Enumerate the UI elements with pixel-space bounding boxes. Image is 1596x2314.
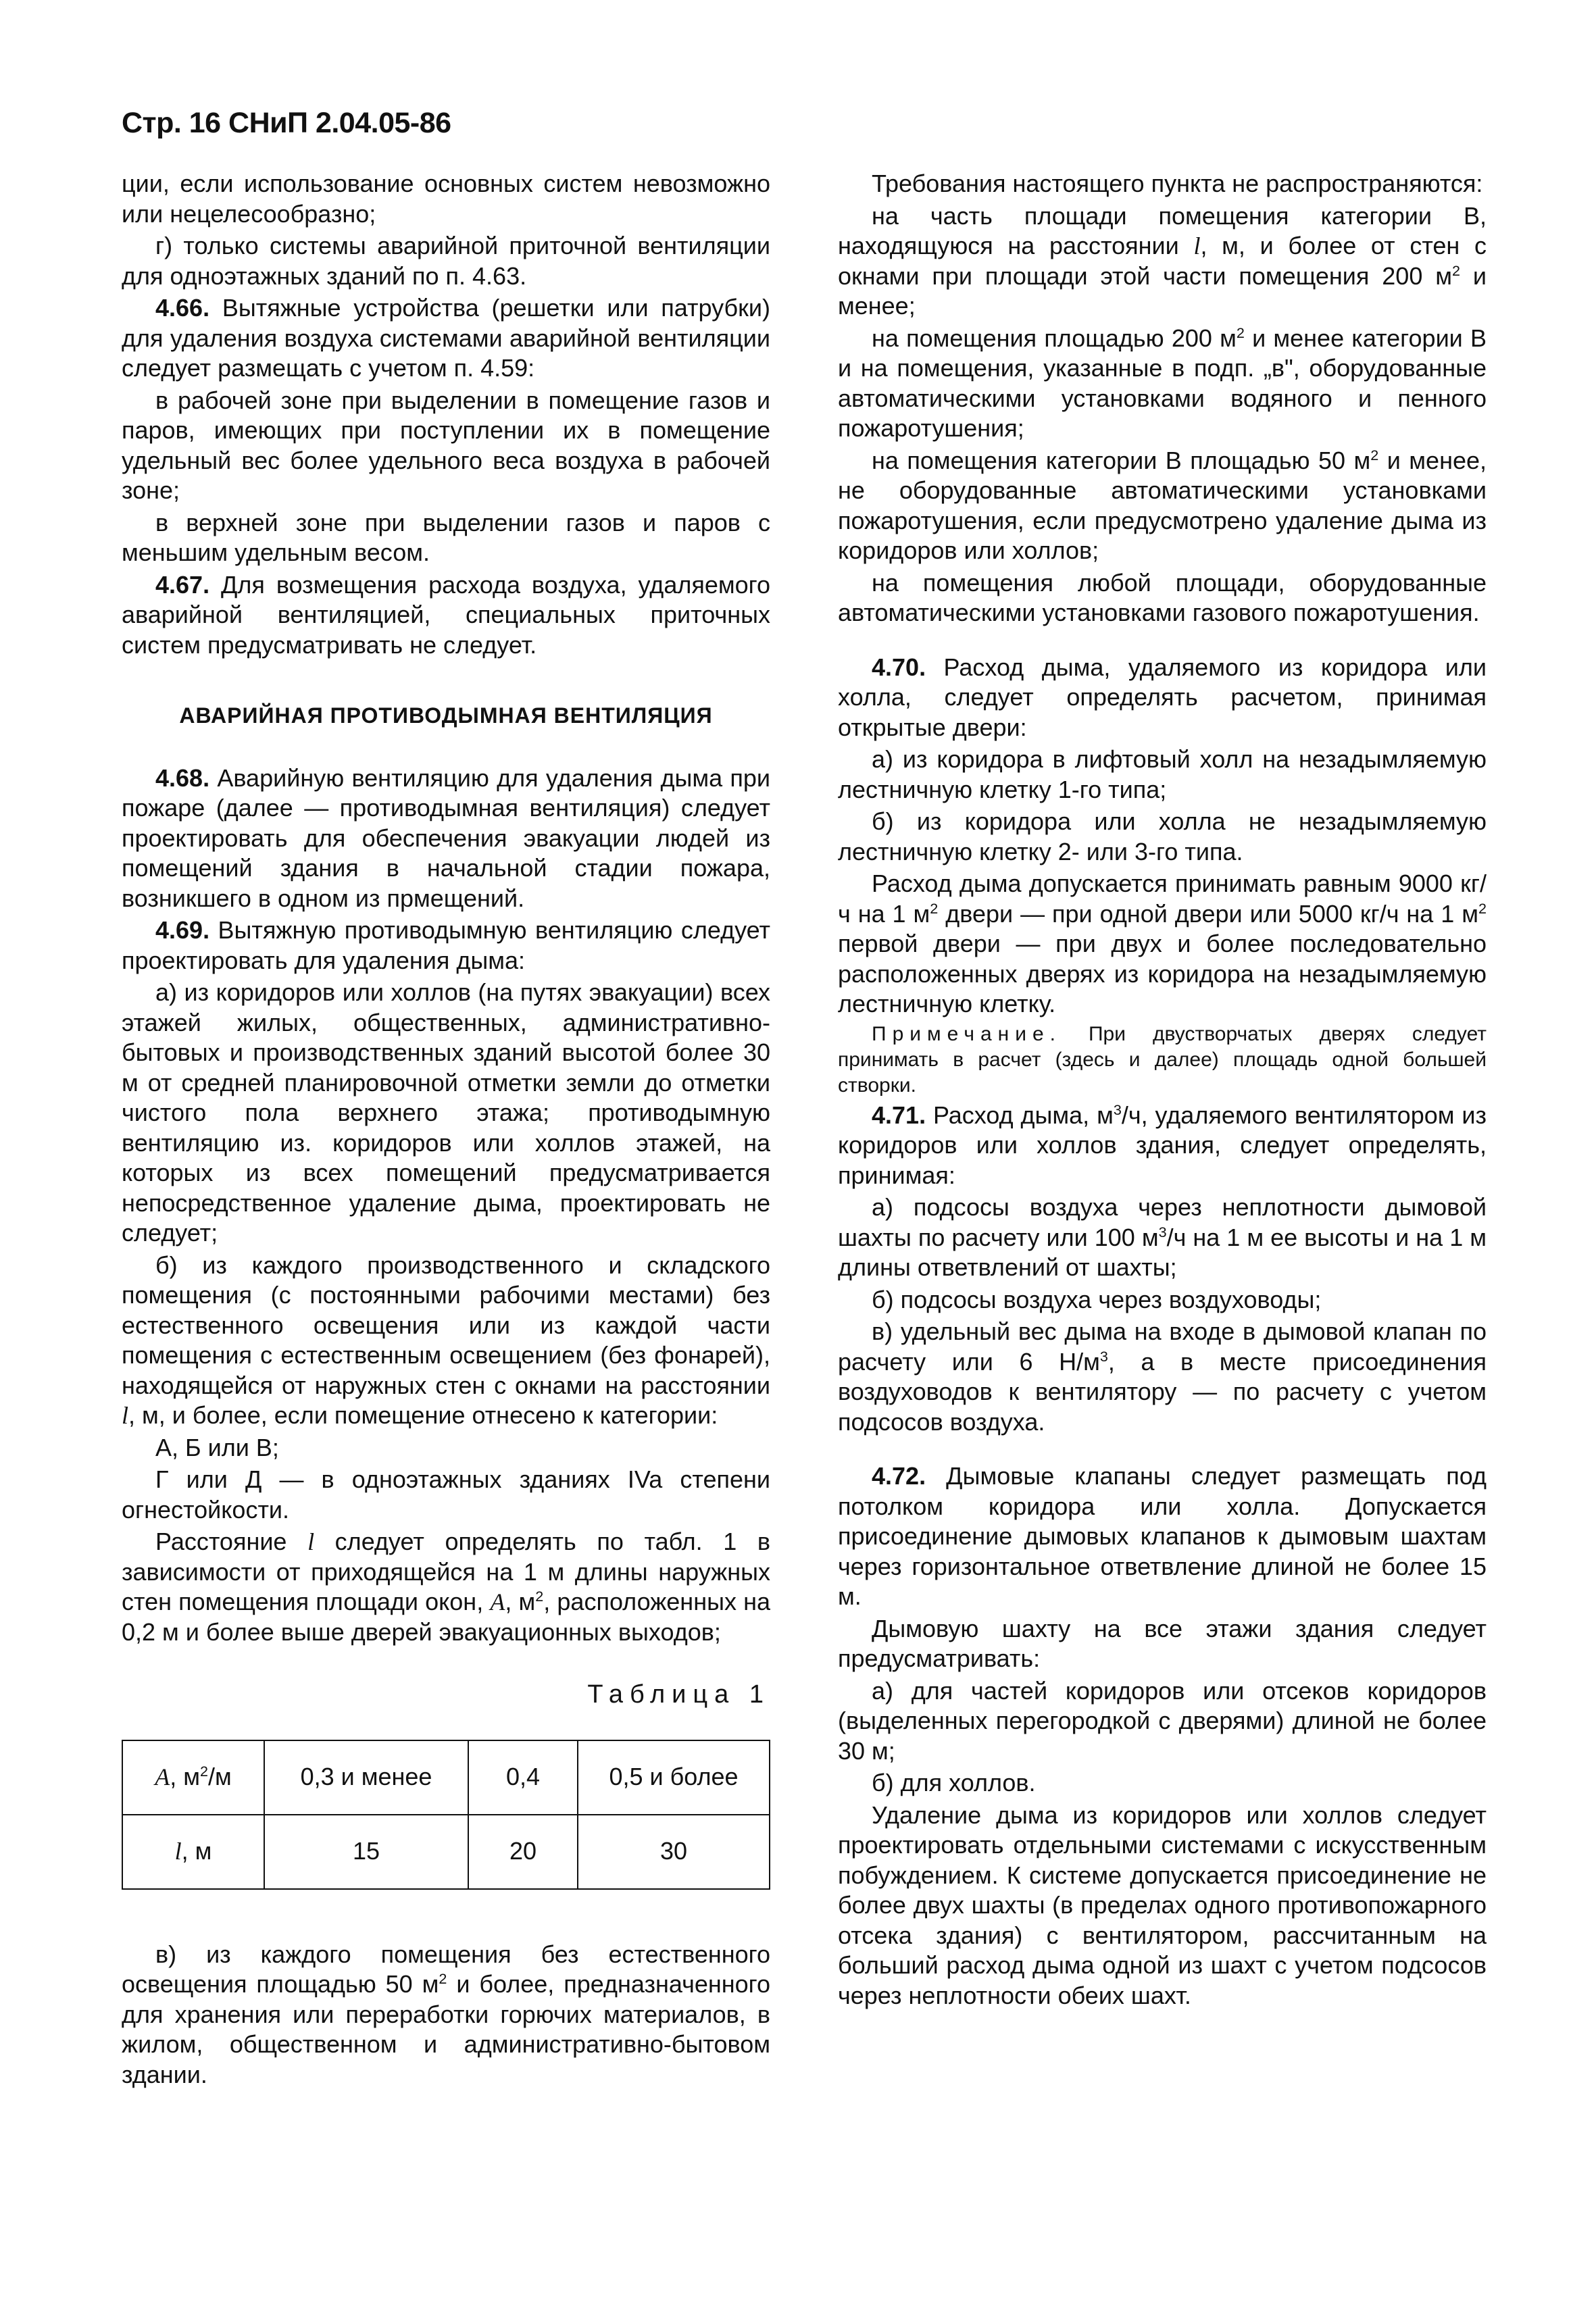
clause-4-69 — [122, 915, 770, 976]
table-cell: 20 — [468, 1815, 578, 1889]
clause-text: Расход дыма, удаляемого из коридора или холла, следует определять расчетом, принимая открытые двери: — [838, 653, 1487, 741]
clause-text: Для возмещения расхода воздуха, удаляемого аварийной вентиляцией, специальных приточных систем предусматривать не следует. — [122, 570, 770, 659]
text: в) удельный вес дыма на входе в дымовой клапан по расчету или 6 Н/м — [838, 1317, 1487, 1376]
paragraph — [122, 1940, 770, 2090]
table-cell: 0,4 — [468, 1740, 578, 1815]
paragraph: Дымовую шахту на все этажи здания следует предусматривать: — [838, 1614, 1487, 1672]
table-header-cell — [122, 1815, 264, 1889]
superscript: 2 — [930, 899, 939, 917]
paragraph: А, Б или В; — [155, 1433, 279, 1461]
clause-text: Дымовые клапаны следует размещать под потолком коридора или холла. Допускается присоединение дымовых клапанов к дымовым шахтам через горизонтальное ответвление длиной не более 15 м. — [838, 1462, 1487, 1610]
text: двери — при одной двери или 5000 кг/ч на 1 м — [938, 899, 1478, 928]
superscript: 3 — [1113, 1101, 1122, 1118]
right-column — [838, 169, 1487, 2013]
text: Расстояние — [155, 1528, 308, 1555]
clause-number: 4.70. — [872, 653, 926, 681]
note — [838, 1022, 1487, 1099]
text: следует определять по табл. 1 в зависимости от приходящейся на 1 м длины наружных стен помещения площади окон, — [122, 1528, 770, 1615]
paragraph — [838, 869, 1487, 1020]
paragraph: Удаление дыма из коридоров или холлов следует проектировать отдельными системами с искусственным побуждением. К системе допускается присоединение не более двух шахты (в пределах одного противопожарного отсека здания) с вентилятором, рассчитанным на больший расход дыма одной из шахт с учетом подсосов через неплотности обеих шахт. — [838, 1801, 1487, 2009]
text: , м, и более от стен с окнами при площади этой части помещения 200 м — [838, 232, 1487, 290]
text: и более, предназначенного для хранения или переработки горючих материалов, в жилом, общественном и административно-бытовом здании. — [122, 1970, 770, 2088]
paragraph: в верхней зоне при выделении газов и паров с меньшим удельным весом. — [122, 508, 770, 566]
table-cell: 0,3 и менее — [264, 1740, 468, 1815]
table-row — [122, 1740, 770, 1815]
paragraph — [122, 1251, 770, 1431]
variable-l: l — [174, 1838, 182, 1865]
text: /ч на 1 м ее высоты и на 1 м длины ответвлений от шахты; — [838, 1223, 1487, 1281]
superscript: 2 — [439, 1970, 447, 1987]
text: б) из каждого производственного и складского помещения (с постоянными рабочими местами) без естественного освещения или из каждой части помещения с естественным освещением (без фонарей), находящейся от наружных стен с окнами на расстоянии — [122, 1251, 770, 1399]
text: на помещения площадью 200 м — [872, 324, 1237, 352]
superscript: 2 — [1370, 446, 1379, 463]
text: , расположенных на 0,2 м и более выше дверей эвакуационных выходов; — [122, 1588, 770, 1646]
clause-number: 4.71. — [872, 1101, 926, 1129]
clause-text: Расход дыма, м — [926, 1101, 1114, 1129]
table-1 — [122, 1740, 770, 1890]
text: на помещения категории В площадью 50 м — [872, 446, 1371, 474]
clause-text: Вытяжную противодымную вентиляцию следует проектировать для удаления дыма: — [122, 916, 770, 974]
variable-A: A — [155, 1763, 170, 1791]
clause-text: Аварийную вентиляцию для удаления дыма при пожаре (далее — противодымная вентиляция) следует проектировать для обеспечения эвакуации людей из помещений здания в начальной стадии пожара, возникшего в одном из прмещений. — [122, 763, 770, 912]
table-cell: 0,5 и более — [578, 1740, 770, 1815]
paragraph: а) из коридоров или холлов (на путях эвакуации) всех этажей жилых, общественных, административно-бытовых и производственных зданий высотой более 30 м от средней планировочной отметки земли до отметки чистого пола верхнего этажа; противодымную вентиляцию из. коридоров или холлов этажей, на которых из всех помещений предусматривается непосредственное удаление дыма, проектировать не следует; — [122, 978, 770, 1247]
unit: , м — [181, 1837, 212, 1865]
paragraph: ции, если использование основных систем невозможно или нецелесообразно; — [122, 170, 770, 228]
text: в) из каждого помещения без естественного освещения площадью 50 м — [122, 1940, 770, 1998]
paragraph: Требования настоящего пункта не распространяются: — [872, 170, 1483, 197]
clause-text: /ч, удаляемого вентилятором из коридоров или холлов здания, следует определять, принимая: — [838, 1101, 1487, 1189]
paragraph: б) для холлов. — [872, 1769, 1036, 1796]
text: , а в месте присоединения воздуховодов к вентилятору — по расчету с учетом подсосов воздуха. — [838, 1347, 1487, 1436]
clause-4-70 — [838, 653, 1487, 743]
variable-A: A — [490, 1588, 505, 1615]
clause-number: 4.72. — [872, 1462, 926, 1490]
text: и менее, не оборудованные автоматическими установками пожаротушения, если предусмотрено удаление дыма из коридоров или холлов; — [838, 446, 1487, 564]
superscript: 2 — [199, 1763, 208, 1780]
clause-number: 4.68. — [155, 763, 210, 792]
note-text: При двустворчатых дверях следует принимать в расчет (здесь и далее) площадь одной большей створки. — [838, 1022, 1487, 1097]
text: , м, и более, если помещение отнесено к категории: — [128, 1401, 718, 1429]
paragraph — [838, 1192, 1487, 1283]
clause-4-68 — [122, 763, 770, 914]
paragraph: а) из коридора в лифтовый холл на незадымляемую лестничную клетку 1-го типа; — [838, 745, 1487, 803]
clause-4-67 — [122, 570, 770, 661]
text: и менее; — [838, 261, 1487, 320]
section-heading: АВАРИЙНАЯ ПРОТИВОДЫМНАЯ ВЕНТИЛЯЦИЯ — [179, 703, 713, 728]
left-column — [122, 169, 770, 2092]
clause-number: 4.69. — [155, 916, 210, 944]
paragraph: на помещения любой площади, оборудованные автоматическими установками газового пожаротушения. — [838, 568, 1487, 626]
clause-number: 4.66. — [155, 294, 210, 322]
table-cell: 15 — [264, 1815, 468, 1889]
unit: /м — [208, 1763, 232, 1791]
paragraph — [838, 446, 1487, 566]
paragraph: в рабочей зоне при выделении в помещение газов и паров, имеющих при поступлении их в помещение удельный вес более удельного веса воздуха в рабочей зоне; — [122, 386, 770, 504]
table-title: Таблица 1 — [587, 1680, 770, 1709]
variable-l: l — [1193, 232, 1201, 259]
superscript: 2 — [1236, 324, 1245, 341]
variable-l: l — [122, 1402, 129, 1429]
table-header-cell — [122, 1740, 264, 1815]
text: и менее категории В и на помещения, указанные в подп. „в", оборудованные автоматическими установками водяного и пенного пожаротушения; — [838, 324, 1487, 442]
superscript: 2 — [535, 1588, 544, 1605]
paragraph — [122, 1527, 770, 1647]
superscript: 3 — [1099, 1347, 1108, 1365]
paragraph — [838, 201, 1487, 322]
clause-4-71 — [838, 1101, 1487, 1191]
paragraph — [838, 324, 1487, 444]
clause-4-66 — [122, 293, 770, 384]
paragraph: а) для частей коридоров или отсеков коридоров (выделенных перегородкой с дверями) длиной не более 30 м; — [838, 1676, 1487, 1765]
text: а) подсосы воздуха через неплотности дымовой шахты по расчету или 100 м — [838, 1193, 1487, 1251]
unit: , м — [170, 1763, 200, 1791]
page-header: Стр. 16 СНиП 2.04.05-86 — [122, 107, 451, 139]
variable-l: l — [307, 1528, 315, 1555]
superscript: 3 — [1158, 1223, 1167, 1240]
paragraph: б) из коридора или холла не незадымляемую лестничную клетку 2- или 3-го типа. — [838, 807, 1487, 865]
clause-text: Вытяжные устройства (решетки или патрубки) для удаления воздуха системами аварийной вентиляции следует размещать с учетом п. 4.59: — [122, 294, 770, 382]
superscript: 2 — [1478, 899, 1487, 917]
clause-4-72 — [838, 1461, 1487, 1612]
text: на часть площади помещения категории В, находящуюся на расстоянии — [838, 201, 1487, 259]
table-cell: 30 — [578, 1815, 770, 1889]
paragraph: Г или Д — в одноэтажных зданиях IVa степени огнестойкости. — [122, 1465, 770, 1524]
text: , м — [505, 1588, 536, 1615]
paragraph: б) подсосы воздуха через воздуховоды; — [872, 1285, 1322, 1313]
superscript: 2 — [1451, 261, 1460, 279]
text: Расход дыма допускается принимать равным 9000 кг/ч на 1 м — [838, 870, 1487, 928]
paragraph — [838, 1317, 1487, 1437]
text: первой двери — при двух и более последовательно расположенных дверях из коридора на незадымляемую лестничную клетку. — [838, 930, 1487, 1017]
note-label: Примечание. — [872, 1022, 1062, 1045]
clause-number: 4.67. — [155, 570, 210, 599]
table-row — [122, 1815, 770, 1889]
paragraph: г) только системы аварийной приточной вентиляции для одноэтажных зданий по п. 4.63. — [122, 232, 770, 290]
